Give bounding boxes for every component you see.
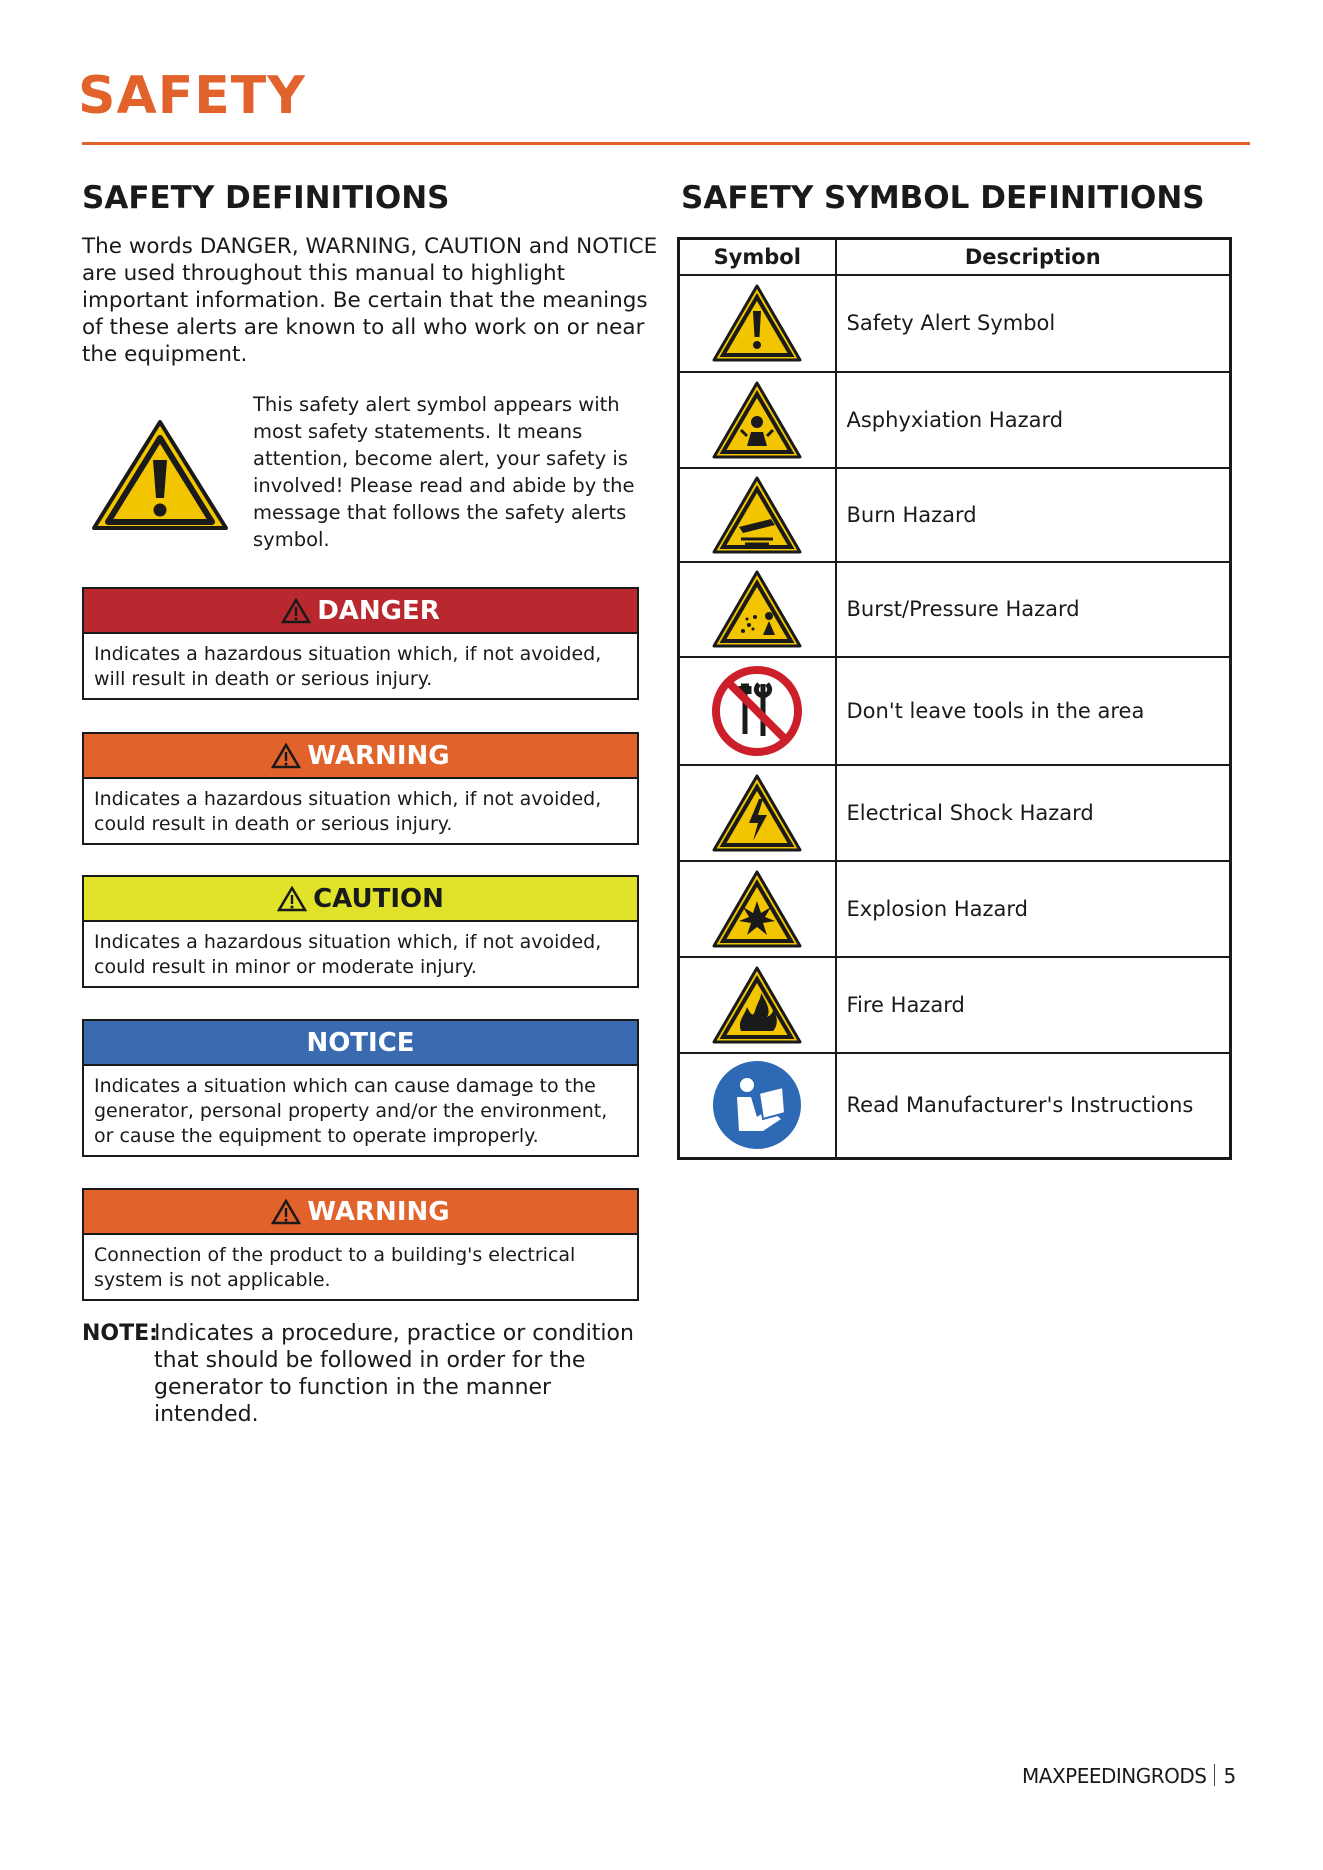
burst-pressure-warning-icon <box>711 569 803 649</box>
warning-triangle-icon <box>271 1199 301 1225</box>
warning-box <box>82 732 639 845</box>
page-number: 5 <box>1223 1764 1236 1788</box>
table-row <box>679 861 1231 957</box>
electrical-warning-label: WARNING <box>307 1196 450 1227</box>
page-title: SAFETY <box>78 66 306 126</box>
electrical-shock-warning-icon <box>711 773 803 853</box>
title-divider <box>82 142 1250 145</box>
electrical-warning-text: Connection of the product to a building's electrical system is not applicable. <box>94 1244 576 1291</box>
table-row <box>679 468 1231 562</box>
notice-box <box>82 1019 639 1157</box>
warning-triangle-icon <box>271 743 301 769</box>
table-row <box>679 562 1231 657</box>
table-row <box>679 372 1231 468</box>
symbol-description: Explosion Hazard <box>836 861 1231 957</box>
caution-label: CAUTION <box>313 883 444 914</box>
description-column-header: Description <box>836 239 1231 275</box>
footer-brand: MAXPEEDINGRODS <box>1022 1764 1207 1788</box>
symbol-description: Burn Hazard <box>836 468 1231 562</box>
exclamation-warning-icon <box>711 283 803 363</box>
footer-divider <box>1214 1764 1215 1786</box>
symbol-description: Fire Hazard <box>836 957 1231 1053</box>
notice-text: Indicates a situation which can cause damage to the generator, personal property and/or the environment, or cause the equipment to operate improperly. <box>94 1075 608 1147</box>
electrical-warning-box <box>82 1188 639 1301</box>
warning-header <box>84 734 637 779</box>
danger-box <box>82 587 639 700</box>
note-text: Indicates a procedure, practice or condition that should be followed in order for the generator to function in the manner intended. <box>154 1321 634 1427</box>
warning-label: WARNING <box>307 740 450 771</box>
no-tools-prohibition-icon <box>711 664 803 758</box>
danger-text: Indicates a hazardous situation which, if not avoided, will result in death or serious injury. <box>94 643 602 690</box>
read-manual-icon <box>711 1059 803 1151</box>
table-row <box>679 1053 1231 1159</box>
table-header-row <box>679 239 1231 275</box>
asphyxiation-warning-icon <box>711 380 803 460</box>
warning-triangle-icon <box>277 886 307 912</box>
symbol-description: Read Manufacturer's Instructions <box>836 1053 1231 1159</box>
symbol-description: Electrical Shock Hazard <box>836 765 1231 861</box>
table-row <box>679 957 1231 1053</box>
safety-alert-triangle-icon <box>90 418 230 532</box>
notice-label: NOTICE <box>306 1027 415 1058</box>
symbol-description: Asphyxiation Hazard <box>836 372 1231 468</box>
definitions-intro: The words DANGER, WARNING, CAUTION and NOTICE are used throughout this manual to highlight important information. Be certain that the meanings of these alerts are known to all who work on or near the equipment. <box>82 234 658 367</box>
danger-label: DANGER <box>317 595 440 626</box>
caution-box <box>82 875 639 988</box>
symbol-description: Safety Alert Symbol <box>836 275 1231 372</box>
table-row <box>679 275 1231 372</box>
caution-text: Indicates a hazardous situation which, if not avoided, could result in minor or moderate injury. <box>94 931 602 978</box>
symbol-column-header: Symbol <box>679 239 836 275</box>
fire-warning-icon <box>711 965 803 1045</box>
explosion-warning-icon <box>711 869 803 949</box>
warning-text: Indicates a hazardous situation which, if not avoided, could result in death or serious injury. <box>94 788 602 835</box>
burn-warning-icon <box>711 475 803 555</box>
note-label: NOTE: <box>82 1321 158 1346</box>
page-footer <box>1022 1764 1236 1788</box>
danger-header <box>84 589 637 634</box>
symbol-table <box>677 237 1232 1160</box>
table-row <box>679 657 1231 765</box>
symbol-description: Don't leave tools in the area <box>836 657 1231 765</box>
safety-definitions-heading: SAFETY DEFINITIONS <box>82 180 450 216</box>
warning-triangle-icon <box>281 598 311 624</box>
alert-symbol-description: This safety alert symbol appears with most safety statements. It means attention, become alert, your safety is involved! Please read and abide by the message that follows the safety alerts symbol. <box>253 393 635 551</box>
symbol-definitions-heading: SAFETY SYMBOL DEFINITIONS <box>681 180 1205 216</box>
electrical-warning-header <box>84 1190 637 1235</box>
notice-header <box>84 1021 637 1066</box>
table-row <box>679 765 1231 861</box>
symbol-description: Burst/Pressure Hazard <box>836 562 1231 657</box>
caution-header <box>84 877 637 922</box>
